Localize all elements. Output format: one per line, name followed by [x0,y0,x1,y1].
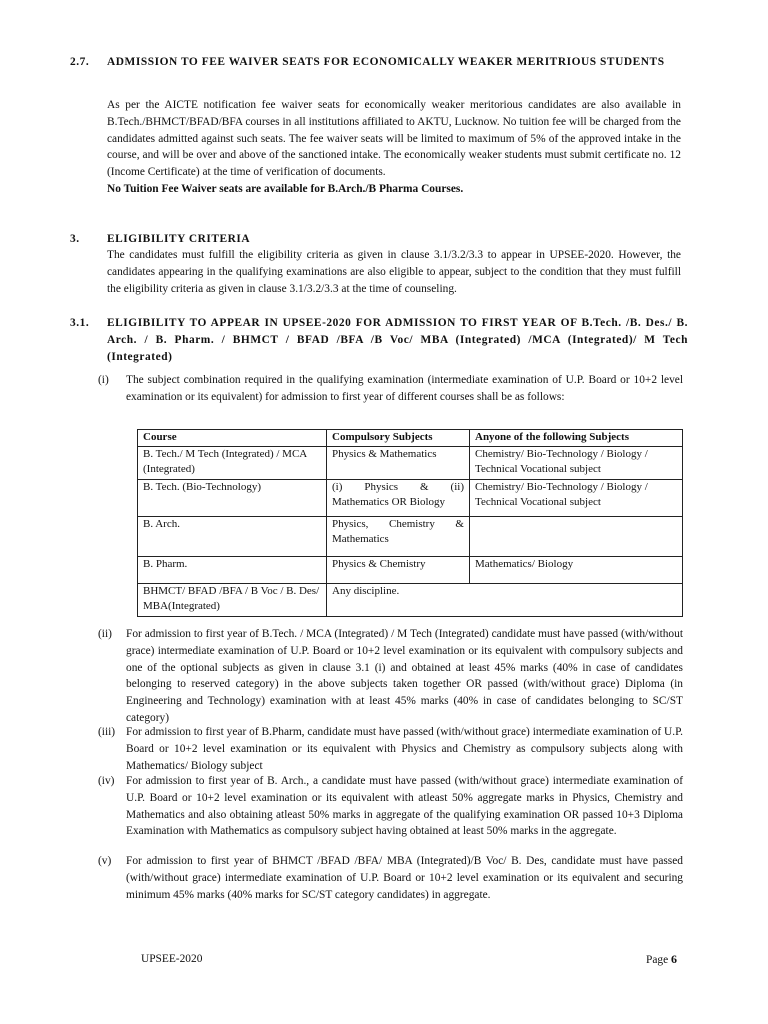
subjects-table [137,429,683,617]
section-3-body [107,247,681,297]
header-compulsory: Compulsory Subjects [327,430,470,447]
table-header-row [138,430,683,447]
cell-course: BHMCT/ BFAD /BFA / B Voc / B. Des/ MBA(Integrated) [138,583,327,616]
cell-course: B. Tech./ M Tech (Integrated) / MCA (Integrated) [138,446,327,479]
table-row [138,446,683,479]
table-row [138,583,683,616]
cell-course: B. Tech. (Bio-Technology) [138,479,327,516]
item-text: For admission to first year of B. Arch., a candidate must have passed (with/without grace) intermediate examination of U.P. Board or 10+2 level examination or its equivalent with atleast 50% aggregate marks in Physics, Chemistry and Mathematics and also obtaining atleast 50% marks in aggregate of the qualifying examination OR passed 10+3 Diploma Examination with Mathematics as compulsory subject having obtained at least 50% marks in the aggregate. [126,775,683,838]
cell-optional: Chemistry/ Bio-Technology / Biology / Technical Vocational subject [470,446,683,479]
section-title: ELIGIBILITY CRITERIA [107,233,251,245]
bold-note: No Tuition Fee Waiver seats are available for B.Arch./B Pharma Courses. [107,182,464,195]
item-text: For admission to first year of B.Pharm, candidate must have passed (with/without grace) intermediate examination of U.P. Board or 10+2 level examination or its equivalent with Physics and Chemistry as compulsory subjects along with Mathematics/ Biology subject [126,726,683,772]
cell-compulsory: (i) Physics & (ii) Mathematics OR Biology [327,479,470,516]
paragraph-text: As per the AICTE notification fee waiver seats for economically weaker meritorious candidates are also available in B.Tech./BHMCT/BFAD/BFA courses in all institutions affiliated to AKTU, Lucknow. No tuition fee will be charged from the candidates admitted against such seats. The fee waiver seats will be limited to maximum of 5% of the approved intake in the course, and will be over and above of the sanctioned intake. The economically weaker students must submit certificate no. 12 (Income Certificate) at the time of verification of documents. [107,99,681,179]
section-title: ADMISSION TO FEE WAIVER SEATS FOR ECONOMICALLY WEAKER MERITRIOUS STUDENTS [107,56,665,68]
item-text: For admission to first year of BHMCT /BFAD /BFA/ MBA (Integrated)/B Voc/ B. Des, candidate must have passed (with/without grace) intermediate examination of U.P. Board or 10+2 level examination or its equivalent and securing minimum 45% marks (40% marks for SC/ST category candidates) in aggregate. [126,855,683,901]
item-numeral: (iv) [98,775,115,787]
table-row [138,479,683,516]
cell-compulsory: Physics & Chemistry [327,556,470,583]
table-row [138,516,683,556]
cell-course: B. Arch. [138,516,327,556]
section-number: 3.1. [70,317,90,329]
section-heading-2-7 [0,54,768,88]
footer-document-name: UPSEE-2020 [141,953,203,965]
paragraph-text: The candidates must fulfill the eligibility criteria as given in clause 3.1/3.2/3.3 to appear in UPSEE-2020. However, the candidates appearing in the qualifying examinations are also eligible to appear, subject to the condition that they must fulfill the eligibility criteria as given in clause 3.1/3.2/3.3 at the time of counseling. [107,249,681,295]
cell-compulsory: Physics & Mathematics [327,446,470,479]
section-number: 3. [70,233,80,245]
section-number: 2.7. [70,56,90,68]
section-heading-3-1 [0,315,768,367]
page-label: Page [646,954,669,966]
header-course: Course [138,430,327,447]
section-heading-3 [0,231,768,248]
section-title: ELIGIBILITY TO APPEAR IN UPSEE-2020 FOR ADMISSION TO FIRST YEAR OF B.Tech. /B. Des./ B. Arch. / B. Pharm. / BHMCT / BFAD /BFA /B Voc/ MBA (Integrated) /MCA (Integrated)/ M Tech (Integrated) [107,317,688,363]
header-optional: Anyone of the following Subjects [470,430,683,447]
item-numeral: (iii) [98,726,116,738]
item-numeral: (i) [98,374,109,386]
cell-optional [470,516,683,556]
section-2-7-body [107,97,681,198]
cell-optional: Chemistry/ Bio-Technology / Biology / Technical Vocational subject [470,479,683,516]
cell-optional: Mathematics/ Biology [470,556,683,583]
item-numeral: (ii) [98,628,112,640]
table-row [138,556,683,583]
item-text: For admission to first year of B.Tech. / MCA (Integrated) / M Tech (Integrated) candidate must have passed (with/without grace) intermediate examination of U.P. Board or 10+2 level examination or its equivalent with compulsory subjects and one of the optional subjects as given in clause 3.1 (i) and obtained at least 45% marks (40% in case of candidates belonging to reserved category) in the above subjects taken together OR passed (with/without grace) Diploma (in Engineering and Technology) examination with at least 45% marks (40% in case of candidates belonging to SC/ST category) [126,628,683,724]
footer-page-number [646,951,677,969]
page-number: 6 [671,952,678,966]
item-numeral: (v) [98,855,112,867]
item-text: The subject combination required in the qualifying examination (intermediate examination of U.P. Board or 10+2 level examination or its equivalent) for admission to first year of different courses shall be as follows: [126,374,683,403]
cell-course: B. Pharm. [138,556,327,583]
cell-compulsory: Any discipline. [327,583,683,616]
cell-compulsory: Physics, Chemistry & Mathematics [327,516,470,556]
